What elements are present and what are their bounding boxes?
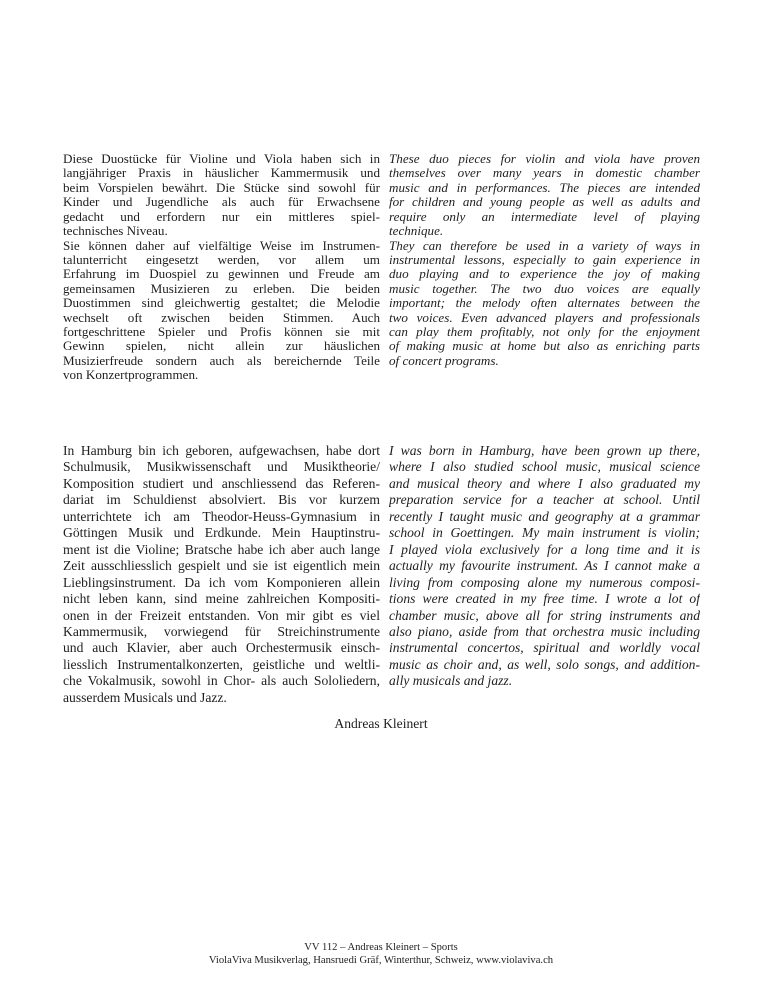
text-line: I played viola exclusively for a long time and it is bbox=[389, 541, 700, 557]
text-line: of concert programs. bbox=[389, 352, 499, 368]
text-line: instrumental lessons, especially to gain experience in bbox=[389, 251, 700, 267]
text-line: Göttingen Musik und Erdkunde. Mein Hauptinstru- bbox=[63, 525, 380, 541]
text-line: gedacht und erfordern nur ein mittleres spiel- bbox=[63, 208, 380, 224]
text-line: unterrichtete ich am Theodor-Heuss-Gymnasium in bbox=[63, 508, 380, 524]
text-line: und auch Klavier, aber auch Orchestermusik einsch- bbox=[63, 640, 380, 656]
text-line: Kammermusik, vorwiegend für Streichinstrumente bbox=[63, 623, 380, 639]
text-line: nicht leben kann, sind meine zahlreichen Kompositi- bbox=[63, 591, 380, 607]
text-line: ally musicals and jazz. bbox=[389, 673, 513, 689]
text-line: technique. bbox=[389, 223, 444, 239]
text-line: dariat im Schuldienst absolviert. Bis vor kurzem bbox=[63, 492, 380, 508]
text-line: liesslich Instrumentalkonzerten, geistliche und weltli- bbox=[63, 656, 380, 672]
english-intro-column bbox=[389, 152, 700, 383]
text-line: gemeinsamen Musizieren zu erleben. Die beiden bbox=[63, 280, 380, 296]
text-line: instrumental concertos, spiritual and worldly vocal bbox=[389, 640, 700, 656]
text-line: where I also studied school music, musical science bbox=[389, 459, 700, 475]
text-line: require only an intermediate level of playing bbox=[389, 208, 700, 224]
english-biography-column bbox=[389, 443, 700, 706]
text-line: In Hamburg bin ich geboren, aufgewachsen, habe dort bbox=[63, 443, 380, 458]
footer-catalog-line: VV 112 – Andreas Kleinert – Sports bbox=[304, 942, 458, 953]
text-line: These duo pieces for violin and viola have proven bbox=[389, 152, 700, 166]
text-line: Kinder und Jugendliche als auch für Erwachsene bbox=[63, 194, 380, 210]
text-line: fortgeschrittene Spieler und Profis können sie mit bbox=[63, 324, 380, 340]
text-line: I was born in Hamburg, have been grown up there, bbox=[389, 443, 700, 458]
text-line: wechselt oft zwischen beiden Stimmen. Auch bbox=[63, 309, 380, 325]
text-line: ausserdem Musicals und Jazz. bbox=[63, 689, 227, 705]
text-line: ment ist die Violine; Bratsche habe ich aber auch lange bbox=[63, 541, 380, 557]
text-line: can play them profitably, not only for the enjoyment bbox=[389, 324, 700, 340]
page-footer bbox=[0, 942, 762, 967]
text-line: Komposition studiert und anschliessend das Referen- bbox=[63, 475, 380, 491]
text-line: chamber music, above all for string instruments and bbox=[389, 607, 700, 623]
paragraph bbox=[63, 443, 380, 706]
text-line: living from composing alone my numerous composi- bbox=[389, 574, 700, 590]
text-line: of making music at home but also as enriching parts bbox=[389, 338, 700, 354]
german-intro-column bbox=[63, 152, 380, 383]
text-line: Erfahrung im Duospiel zu gewinnen und Freude am bbox=[63, 266, 380, 282]
paragraph bbox=[63, 152, 380, 239]
text-line: Duostimmen sind gleichwertig gestaltet; die Melodie bbox=[63, 295, 380, 311]
text-line: themselves over many years in domestic chamber bbox=[389, 165, 700, 181]
text-line: onen in der Freizeit entstanden. Von mir gibt es viel bbox=[63, 607, 380, 623]
paragraph bbox=[389, 239, 700, 369]
text-line: Lieblingsinstrument. Da ich vom Komponieren allein bbox=[63, 574, 380, 590]
text-line: for children and young people as well as adults and bbox=[389, 194, 700, 210]
text-line: Musizierfreude sondern auch als bereichernde Teile bbox=[63, 352, 380, 368]
text-line: important; the melody often alternates between the bbox=[389, 295, 700, 311]
text-line: also piano, aside from that orchestra music including bbox=[389, 623, 700, 639]
german-biography-column bbox=[63, 443, 380, 706]
text-line: two voices. Even advanced players and professionals bbox=[389, 309, 700, 325]
text-line: technisches Niveau. bbox=[63, 223, 168, 239]
text-line: music together. The two duo voices are equally bbox=[389, 280, 700, 296]
author-signature: Andreas Kleinert bbox=[334, 716, 428, 731]
text-line: tions were created in my free time. I wrote a lot of bbox=[389, 591, 700, 607]
text-line: They can therefore be used in a variety of ways in bbox=[389, 237, 700, 253]
paragraph bbox=[389, 152, 700, 239]
text-line: school in Goettingen. My main instrument is violin; bbox=[389, 525, 700, 541]
text-line: music and in performances. The pieces are intended bbox=[389, 179, 700, 195]
text-line: beim Vorspielen bewährt. Die Stücke sind sowohl für bbox=[63, 179, 380, 195]
text-line: langjähriger Praxis in häuslicher Kammermusik und bbox=[63, 165, 380, 181]
text-line: recently I taught music and geography at a grammar bbox=[389, 508, 700, 524]
text-line: actually my favourite instrument. As I cannot make a bbox=[389, 558, 700, 574]
text-line: preparation service for a teacher at school. Until bbox=[389, 492, 700, 508]
footer-publisher-line: ViolaViva Musikverlag, Hansruedi Gräf, Winterthur, Schweiz, www.violaviva.ch bbox=[208, 954, 554, 966]
intro-section bbox=[63, 152, 700, 383]
text-line: Gewinn spielen, nicht allein zur häuslichen bbox=[63, 338, 380, 354]
biography-section bbox=[63, 443, 700, 706]
text-line: talunterricht eingesetzt werden, vor allem um bbox=[63, 251, 380, 267]
text-line: Diese Duostücke für Violine und Viola haben sich in bbox=[63, 152, 380, 166]
text-line: che Vokalmusik, sowohl in Chor- als auch Sololiedern, bbox=[63, 673, 380, 689]
text-line: duo playing and to experience the joy of making bbox=[389, 266, 700, 282]
text-line: and musical theory and where I also graduated my bbox=[389, 475, 700, 491]
text-line: music as choir and, as well, solo songs, and addition- bbox=[389, 656, 700, 672]
paragraph bbox=[389, 443, 700, 690]
text-line: Zeit ausschliesslich gespielt und sie ist eigentlich mein bbox=[63, 558, 380, 574]
text-line: Schulmusik, Musikwissenschaft und Musiktheorie/ bbox=[63, 459, 380, 475]
text-line: Sie können daher auf vielfältige Weise im Instrumen- bbox=[63, 237, 380, 253]
text-line: von Konzertprogrammen. bbox=[63, 367, 199, 383]
paragraph bbox=[63, 239, 380, 383]
